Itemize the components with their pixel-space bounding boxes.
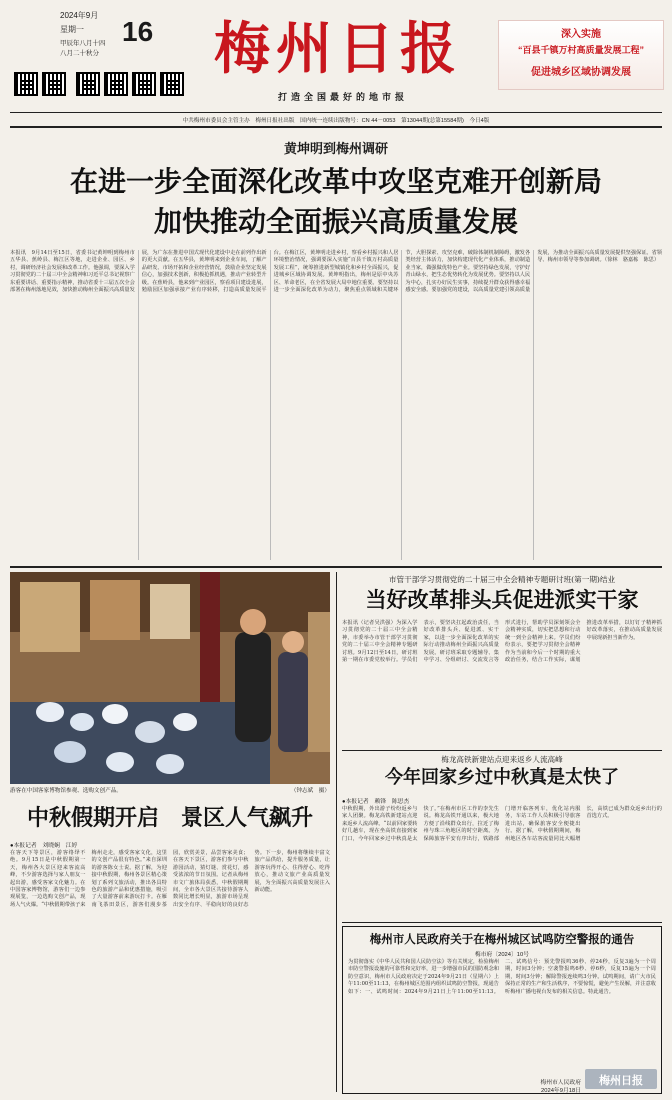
lead-body: 本报讯 9月14日至15日，省委书记黄坤明到梅州市五华县、蕉岭县、梅江区等地，走进企业、园区、乡村，调研经济社会发展和改革工作。他强调，要深入学习贯彻党的二十届三中全会精神和习近平总书记视察广东重要讲话、重要指示精神，推动省委十三届五次全会部署在梅州落地见效，加快推动梅州全面振兴高质量发展，为广东在推进中国式现代化建设中走在前列作出新的更大贡献。在五华县，黄坤明来到企业车间，了解产品研发、市场开拓和企业经营情况，鼓励企业坚定发展信心，加强技术创新，积极抢抓机遇，推动产业转型升级。在蕉岭县，他来到产业园区，察看项目建设进展，勉励园区加强承接产业有序转移，打造高质量发展平台。在梅江区，黄坤明走进乡村，察看乡村振兴和人居环境整治情况，强调要深入实施“百县千镇万村高质量发展工程”，统筹推进新型城镇化和乡村全面振兴，促进城乡区域协调发展。黄坤明指出，梅州是原中央苏区、革命老区，在全省发展大局中地位重要。要坚持以进一步全面深化改革为动力，聚焦重点领域和关键环节，大胆探索、攻坚克难，破除体制机制障碍，激发各类经营主体活力，加快构建现代化产业体系，推动制造业当家，做强做优特色产业。要坚持绿色发展，守护好青山绿水，把生态优势转化为发展优势。要坚持以人民为中心，扎实办好民生实事，持续提升群众获得感幸福感安全感。要加强党的建设，以高质量党建引领高质量发展，为推动全面振兴高质量发展提供坚强保证。省领导、梅州市领导等参加调研。（徐林 骆嘉栋 陈思） [10, 250, 662, 294]
lunar-date-2: 八月二十秋分 [60, 50, 99, 57]
promo-box [498, 20, 664, 90]
newspaper-title: 梅州日报 [214, 16, 462, 82]
lead-kicker: 黄坤明到梅州调研 [283, 142, 388, 157]
date-weekday: 星期一 [60, 25, 84, 34]
notice-ref: 梅市府〔2024〕10号 [474, 952, 530, 958]
story-holiday-headline: 中秋假期开启 景区人气飙升 [26, 806, 313, 831]
section-divider [10, 566, 662, 568]
story-railway-kicker: 梅龙高铁新建站点迎来返乡人流高峰 [441, 755, 563, 764]
date-year-month: 2024年9月 [60, 11, 99, 20]
notice-body: 为贯彻落实《中华人民共和国人民防空法》等有关规定，检验梅州市防空警报设施的可靠性和完好率，进一步增强市民的国防观念和防空意识，梅州市人民政府决定于2024年9月21日（星期六）上午11:00至11:13，在梅州城区范围内组织试鸣防空警报，现通告如下：一、试鸣时间：2024年9月21日上午11:00至11:13。二、试鸣信号：预先警报鸣36秒、停24秒，反复3遍为一个周期，时间3分钟；空袭警报鸣6秒、停6秒，反复15遍为一个周期，时间3分钟；解除警报连续鸣3分钟。试鸣期间，请广大市民保持正常的生产和生活秩序，不要惊慌，避免产生误解，并注意收听梅州广播电视台发布的相关信息。特此通告。 [348, 959, 656, 995]
feature-photo [10, 572, 330, 784]
photo-caption [10, 786, 330, 796]
qr-code-3 [76, 72, 100, 96]
story-railway-body: 中秋假期，外出游子纷纷返乡与家人团聚。梅龙高铁新建站点迎来返乡人流高峰。“以前回家要转好几趟车，现在坐高铁直接到家门口，今年回家乡过中秋真是太快了。”在梅州市区工作的李先生说。梅龙高铁开通以来，极大地方便了沿线群众出行，拉近了梅州与珠三角地区的时空距离。为保障旅客平安有序出行，铁路部门增开临客列车，优化站内服务，车站工作人员积极引导旅客进出站，确保旅客安全便捷出行。据了解，中秋假期期间，梅州地区各车站客流量同比大幅增长，高铁已成为群众返乡出行的首选方式。 [342, 806, 662, 842]
masthead [0, 0, 672, 132]
story-railway-headline: 今年回家乡过中秋真是太快了 [385, 767, 619, 788]
qr-code-5 [132, 72, 156, 96]
story-railway [342, 752, 662, 920]
air-raid-notice [342, 926, 662, 1094]
promo-line-3: 促进城乡区域协调发展 [531, 67, 631, 78]
watermark-text: 梅州日报 [599, 1075, 643, 1087]
watermark-logo [585, 1069, 657, 1089]
qr-code-4 [104, 72, 128, 96]
story-reform-headline: 当好改革排头兵促进派实干家 [365, 588, 639, 612]
qr-code-1 [14, 72, 38, 96]
museum-photo-illustration [10, 572, 330, 784]
qr-code-6 [160, 72, 184, 96]
slogan: 打造全国最好的地市报 [277, 92, 408, 102]
masthead-rule-bottom [10, 126, 662, 128]
story-holiday [10, 798, 330, 1094]
notice-signoff: 梅州市人民政府 [540, 1080, 581, 1086]
story-holiday-byline: ●本报记者 刘晓娴 江婷 [10, 843, 78, 849]
lead-headline-2: 加快推动全面振兴高质量发展 [153, 205, 518, 238]
notice-headline: 梅州市人民政府关于在梅州城区试鸣防空警报的通告 [369, 932, 635, 946]
photo-credit: （钟志斌 摄） [290, 788, 330, 794]
lunar-date-1: 甲辰年八月十四 [60, 40, 106, 47]
story-reform-body: 本报讯（记者吴洪强）为深入学习贯彻党的二十届三中全会精神，市委举办市管干部学习贯彻党的二十届三中全会精神专题研讨班。9月12日至14日，研讨班第一期在市委党校举行。学员们表示，要坚决扛起政治责任，当好改革排头兵、促进派、实干家，以进一步全面深化改革的实际行动推动梅州全面振兴高质量发展。研讨班采取专题辅导、集中学习、分组研讨、交流发言等形式进行，帮助学员深刻领会全会精神实质，切实把思想和行动统一到全会精神上来。学员们纷纷表示，要把学习贯彻全会精神作为当前和今后一个时期的重大政治任务，结合工作实际，谋划推进改革举措，以钉钉子精神抓好改革落实，在推动高质量发展中展现新担当新作为。 [342, 620, 662, 664]
story-reform-kicker: 市管干部学习贯彻党的二十届三中全会精神专题研讨班(第一期)结业 [388, 575, 616, 584]
story-railway-byline: ●本报记者 赖锋 陈思杰 [342, 799, 410, 805]
right-divider-1 [342, 750, 662, 751]
lead-story [10, 134, 662, 564]
promo-line-1: 深入实施 [561, 29, 601, 40]
column-divider [336, 572, 337, 1092]
story-reform [342, 572, 662, 748]
story-holiday-body: 在客天下等景区，游客络绎不绝。9月15日是中秋假期第一天，梅州各大景区迎来客流高峰，不少游客选择与家人朋友一起出游，感受客家文化魅力。在中国客家博物馆，游客们一边参观展览，一边选购文创产品，现场人气火爆。“中秋假期带孩子来梅州走走，感受客家文化，这里的文创产品很有特色。”来自深圳的游客陈女士说。据了解，为迎接中秋假期，梅州各景区精心策划了系列文旅活动，推出各具特色的旅游产品和优惠措施，吸引了大量游客前来游玩打卡。在雁南飞茶田景区，游客们漫步茶园，欣赏美景，品尝客家美食；在客天下景区，游客们参与中秋游园活动，猜灯谜、赏花灯，感受浓浓的节日氛围。记者从梅州市文广旅体局获悉，中秋假期期间，全市各大景区共接待游客人数同比增长明显，旅游市场呈现出安全有序、平稳向好的良好态势。下一步，梅州将继续丰富文旅产品供给，提升服务质量，让游客玩得开心、住得舒心、吃得放心，推动文旅产业高质量发展，为全面振兴高质量发展注入新动能。 [10, 850, 330, 908]
date-day: 16 [122, 16, 154, 47]
qr-code-2 [42, 72, 66, 96]
lead-headline-1: 在进一步全面深化改革中攻坚克难开创新局 [69, 165, 602, 198]
photo-caption-text: 游客在中国客家博物馆参观、选购文创产品。 [10, 788, 122, 794]
masthead-rule [10, 112, 662, 113]
promo-line-2: “百县千镇万村高质量发展工程” [517, 45, 644, 55]
date-box [60, 10, 160, 70]
notice-signdate: 2024年9月18日 [541, 1088, 581, 1094]
right-divider-2 [342, 922, 662, 923]
publication-info: 中共梅州市委员会主管主办 梅州日报社出版 国内统一连续出版物号：CN 44－0053 第13044期(总第15584期) 今日4版 [182, 118, 490, 124]
